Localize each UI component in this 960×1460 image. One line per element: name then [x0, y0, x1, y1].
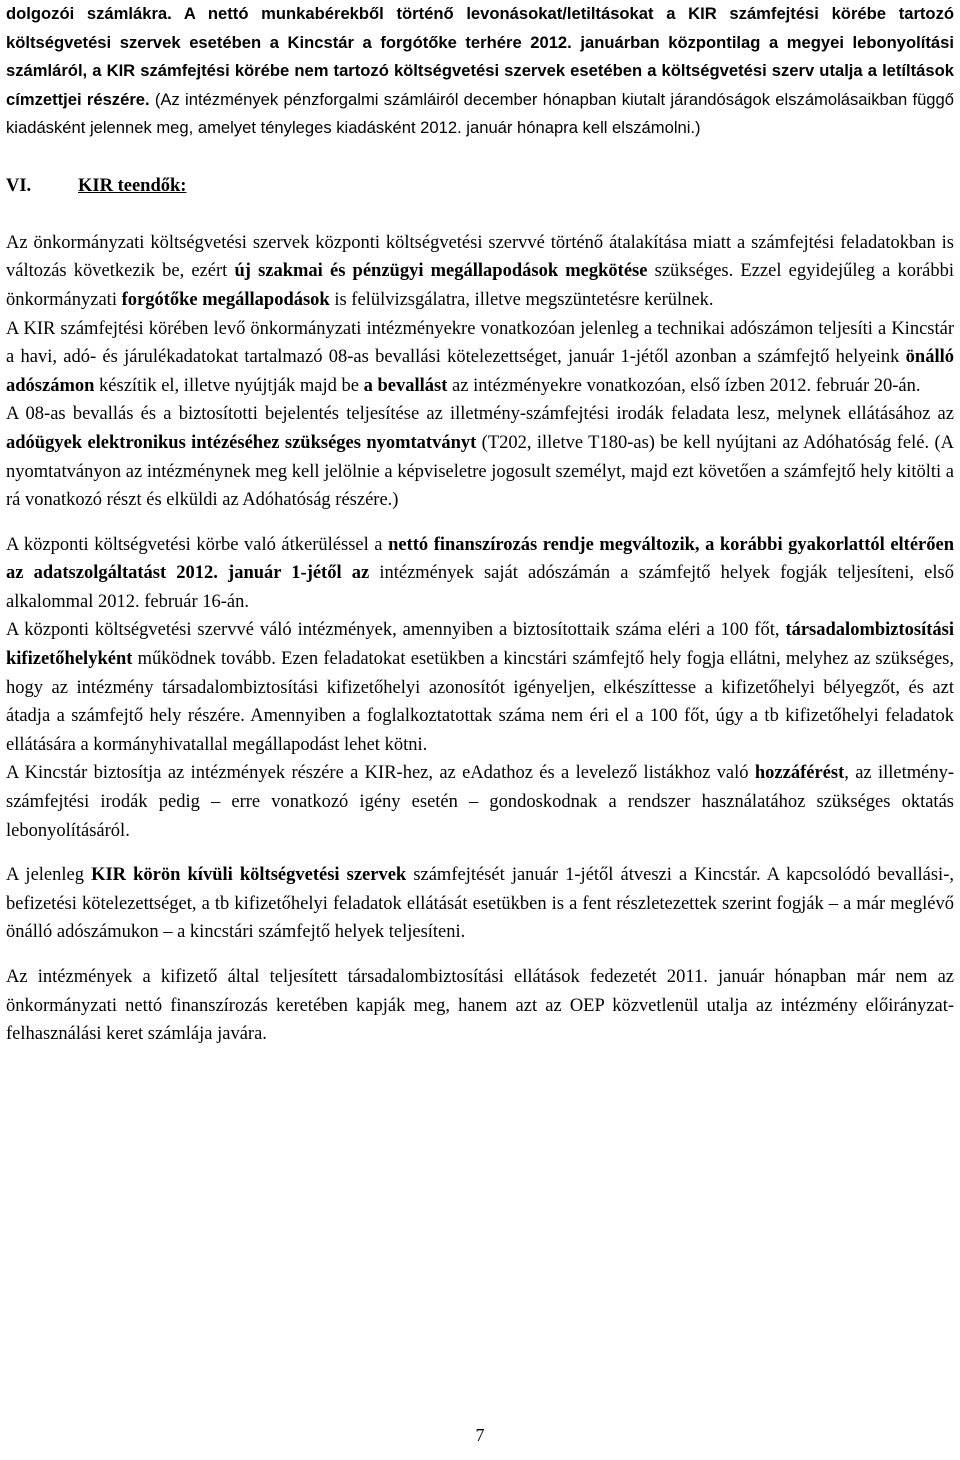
- paragraph-net-financing: [6, 531, 954, 617]
- page-number: 7: [475, 1425, 485, 1445]
- text-run: A KIR számfejtési körében levő önkormányzati intézményekre vonatkozóan jelenleg a technikai adószámon teljesíti a Kincstár a havi, adó- és járulékadatokat tartalmazó 08-as bevallási kötelezettséget, január 1-jétől azonban a számfejtő helyeink: [6, 318, 954, 368]
- section-title: KIR teendők:: [78, 175, 187, 196]
- bold-run: adóügyek elektronikus intézéséhez szükséges nyomtatványt: [6, 432, 477, 453]
- text-run: is felülvizsgálatra, illetve megszüntetésre kerülnek.: [329, 289, 714, 310]
- intro-paragraph: [6, 0, 954, 143]
- bold-run: új szakmai és pénzügyi megállapodások megkötése: [234, 261, 648, 282]
- text-run: A központi költségvetési körbe való átkerüléssel a: [6, 534, 389, 555]
- text-run: A Kincstár biztosítja az intézmények részére a KIR-hez, az eAdathoz és a levelező listákhoz való: [6, 763, 755, 784]
- paragraph-access: [6, 759, 954, 845]
- text-run: A központi költségvetési szervvé váló intézmények, amennyiben a biztosítottaik száma eléri a 100 főt,: [6, 620, 786, 641]
- paragraph-outside-kir: [6, 861, 954, 947]
- spacer: [6, 947, 954, 963]
- text-run: működnek tovább. Ezen feladatokat esetükben a kincstári számfejtő hely fogja ellátni, melyhez az szükséges, hogy az intézmény társadalombiztosítási kifizetőhelyi azonosítót igényeljen, elkészíttesse a kifizetőhelyi bélyegzőt, és azt átadja a számfejtő hely részére. Amennyiben a foglalkoztatottak száma nem éri el a 100 főt, úgy a tb kifizetőhelyi feladatok ellátására a kormányhivatallal megállapodást lehet kötni.: [6, 649, 954, 755]
- text-run: A jelenleg: [6, 865, 92, 886]
- text-run: (T202, illetve T180-as) be kell nyújtani az Adóhatóság felé. (A nyomtatványon az intézménynek meg kell jelölnie a képviseletre jogosult személyt, majd ezt követően a számfejtő hely kitölti a rá vonatkozó részt és elküldi az Adóhatóság részére.): [6, 432, 955, 511]
- text-run: Az önkormányzati költségvetési szervek központi költségvetési szervvé történő átalakítása miatt a számfejtési feladatokban is változás következik be, ezért: [6, 232, 954, 282]
- text-run: számfejtését január 1-jétől átveszi a Kincstár. A kapcsolódó bevallási-, befizetési kötelezettséget, a tb kifizetőhelyi feladatok ellátását esetükben is a fent részletezettek szerint fogják – a már meglévő önálló adószámukon – a kincstári számfejtő helyek teljesíteni.: [6, 865, 954, 943]
- paragraph-declaration: [6, 400, 954, 514]
- spacer: [6, 200, 954, 229]
- spacer: [6, 845, 954, 861]
- bold-run: forgótőke megállapodások: [121, 289, 330, 310]
- text-run: intézmények saját adószámán a számfejtő helyek fogják teljesíteni, első alkalommal 2012. február 16-án.: [6, 563, 954, 612]
- bold-run: nettó finanszírozás rendje megváltozik, a korábbi gyakorlattól eltérően az adatszolgáltatást 2012. január 1-jétől az: [6, 534, 955, 584]
- bold-run: társadalombiztosítási kifizetőhelyként: [6, 620, 954, 670]
- bold-run: KIR körön kívüli költségvetési szervek: [91, 865, 407, 886]
- spacer: [6, 143, 954, 172]
- intro-normal-text: (Az intézmények pénzforgalmi számláiról december hónapban kiutalt járandóságok elszámolásaikban függő kiadásként jelennek meg, amelyet tényleges kiadásként 2012. január hónapra kell elszámolni.): [6, 89, 954, 138]
- intro-bold-text: dolgozói számlákra. A nettó munkabérekből történő levonásokat/letiltásokat a KIR számfejtési körébe tartozó költségvetési szervek esetében a Kincstár a forgótőke terhére 2012. januárban központilag a megyei lebonyolítási számláról, a KIR számfejtési körébe nem tartozó költségvetési szervek esetében a költségvetési szerv utalja a letíltások címzettjei részére.: [6, 4, 954, 109]
- bold-run: önálló adószámon: [6, 347, 954, 396]
- paragraph-tax-number: [6, 315, 954, 401]
- section-number: VI.: [6, 175, 32, 196]
- text-run: A 08-as bevallás és a biztosítotti bejelentés teljesítése az illetmény-számfejtési irodák feladata lesz, melynek ellátásához az: [6, 404, 954, 425]
- paragraph-social-security: Az intézmények a kifizető által teljesített társadalombiztosítási ellátások fedezetét 2011. január hónapban már nem az önkormányzati nettó finanszírozás keretében kapják meg, hanem azt az OEP közvetlenül utalja az intézmény előirányzat-felhasználási keret számlája javára.: [6, 967, 954, 1045]
- paragraph-payment-office: [6, 616, 954, 759]
- text-run: szükséges. Ezzel egyidejűleg a korábbi önkormányzati: [6, 261, 954, 310]
- document-page: [6, 0, 954, 1049]
- text-run: az intézményekre vonatkozóan, első ízben 2012. február 20-án.: [447, 375, 921, 396]
- bold-run: a bevallást: [363, 375, 448, 396]
- spacer: [6, 515, 954, 531]
- text-run: készítik el, illetve nyújtják majd be: [94, 375, 364, 396]
- text-run: , az illetmény-számfejtési irodák pedig – erre vonatkozó igény esetén – gondoskodnak a rendszer használatához szükséges oktatás lebonyolításáról.: [6, 763, 954, 841]
- paragraph-agreements: [6, 229, 954, 315]
- bold-run: hozzáférést: [754, 763, 845, 784]
- section-heading: [6, 172, 954, 201]
